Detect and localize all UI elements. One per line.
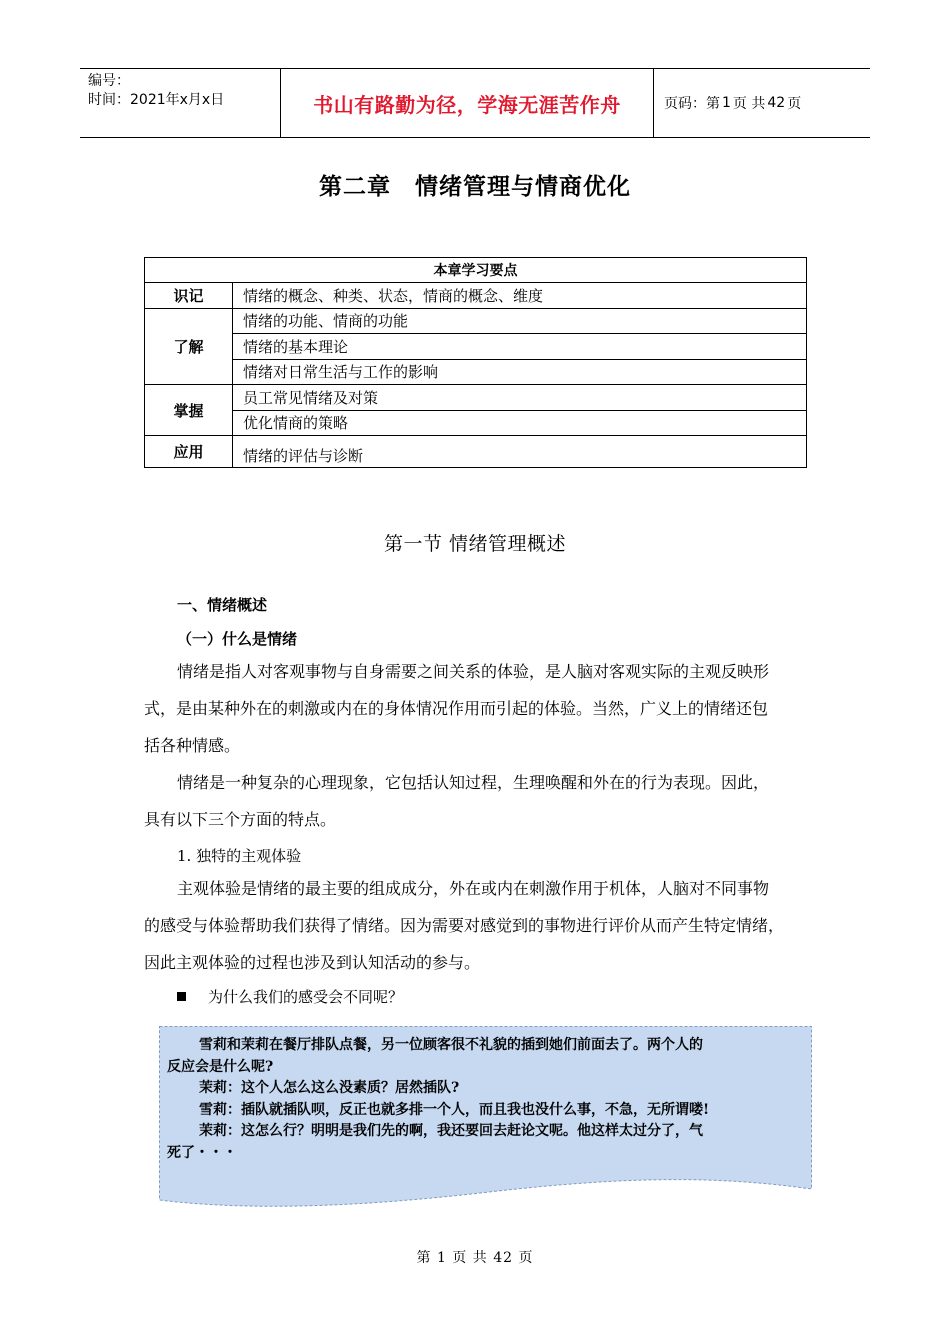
page-current: 1 xyxy=(722,95,731,111)
case-line: 反应会是什么呢? xyxy=(167,1058,274,1075)
page-total: 42 xyxy=(767,95,786,111)
item-cell: 情绪的功能、情商的功能 xyxy=(233,308,807,334)
number-label: 编号： xyxy=(88,73,130,89)
section-title: 第一节 情绪管理概述 xyxy=(383,533,567,555)
paragraph-line: 因此主观体验的过程也涉及到认知活动的参与。 xyxy=(144,953,481,972)
paragraph-line: 的感受与体验帮助我们获得了情绪。因为需要对感觉到的事物进行评价从而产生特定情绪， xyxy=(144,916,785,935)
paragraph xyxy=(144,764,812,838)
paragraph-line: 情绪是一种复杂的心理现象，它包括认知过程，生理唤醒和外在的行为表现。因此， xyxy=(177,773,770,792)
case-dialog-text xyxy=(167,1035,807,1164)
paragraph xyxy=(144,653,812,764)
table-row xyxy=(145,436,807,468)
table-row xyxy=(145,410,807,436)
paragraph-line: 主观体验是情绪的最主要的组成成分，外在或内在刺激作用于机体，人脑对不同事物 xyxy=(177,879,770,898)
paragraph-line: 式，是由某种外在的刺激或内在的身体情况作用而引起的体验。当然，广义上的情绪还包 xyxy=(144,699,769,718)
page-prefix: 页码：第 xyxy=(664,96,720,112)
paragraph-line: 具有以下三个方面的特点。 xyxy=(144,810,337,829)
header-motto-cell xyxy=(281,69,654,137)
table-row xyxy=(145,334,807,360)
case-line: 死了・・・ xyxy=(167,1144,237,1161)
paragraph-line: 括各种情感。 xyxy=(144,736,241,755)
header-page-info xyxy=(654,69,870,137)
numbered-list-item: 1. 独特的主观体验 xyxy=(177,847,302,865)
key-points-title: 本章学习要点 xyxy=(145,258,807,283)
heading-level-2: （一）什么是情绪 xyxy=(177,630,298,648)
header-meta xyxy=(80,69,281,137)
page-suffix: 页 xyxy=(787,96,802,112)
chapter-title: 第二章 情绪管理与情商优化 xyxy=(319,174,631,200)
key-points-table xyxy=(144,257,807,468)
table-row xyxy=(145,283,807,309)
table-row xyxy=(145,359,807,385)
bullet-list-item xyxy=(177,986,403,1007)
case-line: 雪莉和茉莉在餐厅排队点餐，另一位顾客很不礼貌的插到她们前面去了。两个人的 xyxy=(199,1037,703,1053)
case-dialog-box xyxy=(159,1026,812,1216)
paragraph-line: 情绪是指人对客观事物与自身需要之间关系的体验，是人脑对客观实际的主观反映形 xyxy=(177,662,770,681)
category-cell: 识记 xyxy=(145,283,233,309)
case-line: 茉莉：这个人怎么这么没素质？居然插队? xyxy=(199,1080,460,1096)
bullet-text: 为什么我们的感受会不同呢？ xyxy=(208,988,404,1006)
paragraph xyxy=(144,870,812,981)
table-header-row xyxy=(145,258,807,283)
case-line: 茉莉：这怎么行？明明是我们先的啊，我还要回去赶论文呢。他这样太过分了，气 xyxy=(199,1123,703,1139)
page-mid: 页 共 xyxy=(732,96,766,112)
square-bullet-icon xyxy=(177,992,186,1001)
time-label: 时间：2021年x月x日 xyxy=(88,92,225,108)
item-cell: 情绪对日常生活与工作的影响 xyxy=(233,359,807,385)
category-cell: 了解 xyxy=(145,308,233,385)
item-cell: 情绪的概念、种类、状态，情商的概念、维度 xyxy=(233,283,807,309)
item-cell: 员工常见情绪及对策 xyxy=(233,385,807,411)
table-row xyxy=(145,385,807,411)
case-line: 雪莉：插队就插队呗，反正也就多排一个人，而且我也没什么事，不急，无所谓喽! xyxy=(199,1101,710,1118)
category-cell: 掌握 xyxy=(145,385,233,436)
category-cell: 应用 xyxy=(145,436,233,468)
table-row xyxy=(145,308,807,334)
header-motto: 书山有路勤为径，学海无涯苦作舟 xyxy=(313,92,621,117)
item-cell: 情绪的评估与诊断 xyxy=(233,436,807,468)
page-footer: 第 1 页 共 42 页 xyxy=(416,1250,534,1266)
page-header xyxy=(80,68,870,138)
heading-level-1: 一、情绪概述 xyxy=(177,596,268,614)
item-cell: 优化情商的策略 xyxy=(233,410,807,436)
item-cell: 情绪的基本理论 xyxy=(233,334,807,360)
